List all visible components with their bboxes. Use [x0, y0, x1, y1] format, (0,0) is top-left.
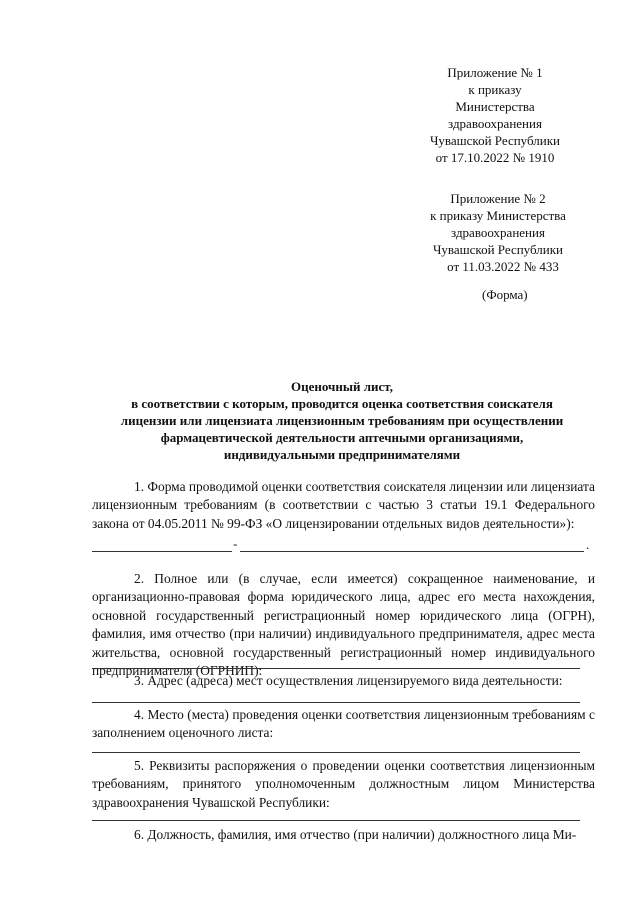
fill-period: . [586, 537, 590, 552]
item-1-text: 1. Форма проводимой оценки соответствия соискателя лицензии или лицензиата лицензионным требованиям (в соответствии с частью 3 статьи 19.1 Федерального закона от 04.05.2011 № 99-ФЗ «О лицензировании отдельных видов деятельности»): [92, 479, 595, 531]
item-5-fill-line[interactable] [92, 820, 580, 821]
title-line: лицензии или лицензиата лицензионным требованиям при осуществлении [120, 413, 564, 428]
item-3-text: 3. Адрес (адреса) мест осуществления лицензируемого вида деятельности: [134, 673, 563, 688]
appendix-1-line: от 17.10.2022 № 1910 [435, 150, 555, 165]
appendix-2-line: к приказу Министерства [430, 208, 566, 223]
item-3-fill-line[interactable] [92, 702, 580, 703]
item-4 [92, 706, 595, 743]
item-2-fill-line[interactable] [92, 668, 580, 669]
appendix-1-header [412, 64, 578, 166]
appendix-1-line: Приложение № 1 [447, 65, 543, 80]
title-line: в соответствии с которым, проводится оценка соответствия соискателя [131, 396, 553, 411]
appendix-2-line: Приложение № 2 [450, 191, 546, 206]
item-1-fill-line[interactable] [92, 536, 592, 554]
item-4-fill-line[interactable] [92, 752, 580, 753]
appendix-1-line: Министерства [455, 99, 535, 114]
fill-underline [240, 551, 584, 552]
title-line: фармацевтической деятельности аптечными организациями, [160, 430, 524, 445]
item-5-text: 5. Реквизиты распоряжения о проведении оценки соответствия лицензионным требованиям, принятого уполномоченным должностным лицом Министерства здравоохранения Чувашской Республики: [92, 758, 595, 810]
item-3 [92, 672, 595, 690]
appendix-1-line: Чувашской Республики [429, 133, 561, 148]
item-2-text: 2. Полное или (в случае, если имеется) сокращенное наименование, и организационно-правовая форма юридического лица, адрес его места нахождения, основной государственный регистрационный номер юридического лица (ОГРН), фамилия, имя отчество (при наличии) индивидуального предпринимателя, адрес места жительства, основной государственный регистрационный номер индивидуального предпринимателя (ОГРНИП): [92, 571, 595, 679]
appendix-2-line: от 11.03.2022 № 433 [447, 259, 559, 274]
item-6-text: 6. Должность, фамилия, имя отчество (при наличии) должностного лица Ми- [134, 827, 577, 842]
item-2 [92, 570, 595, 680]
fill-underline [92, 551, 232, 552]
title-line: индивидуальными предпринимателями [223, 447, 461, 462]
item-6 [92, 826, 595, 844]
appendix-1-line: здравоохранения [448, 116, 542, 131]
item-5 [92, 757, 595, 812]
appendix-2-line: здравоохранения [451, 225, 545, 240]
fill-dash: - [233, 536, 238, 551]
title-line: Оценочный лист, [291, 379, 393, 394]
item-1 [92, 478, 595, 533]
appendix-2-line: Чувашской Республики [432, 242, 564, 257]
appendix-1-line: к приказу [468, 82, 522, 97]
document-title [92, 378, 592, 463]
form-label: (Форма) [482, 287, 528, 302]
appendix-2-header [412, 190, 584, 275]
item-4-text: 4. Место (места) проведения оценки соответствия лицензионным требованиям с заполнением оценочного листа: [92, 707, 595, 741]
